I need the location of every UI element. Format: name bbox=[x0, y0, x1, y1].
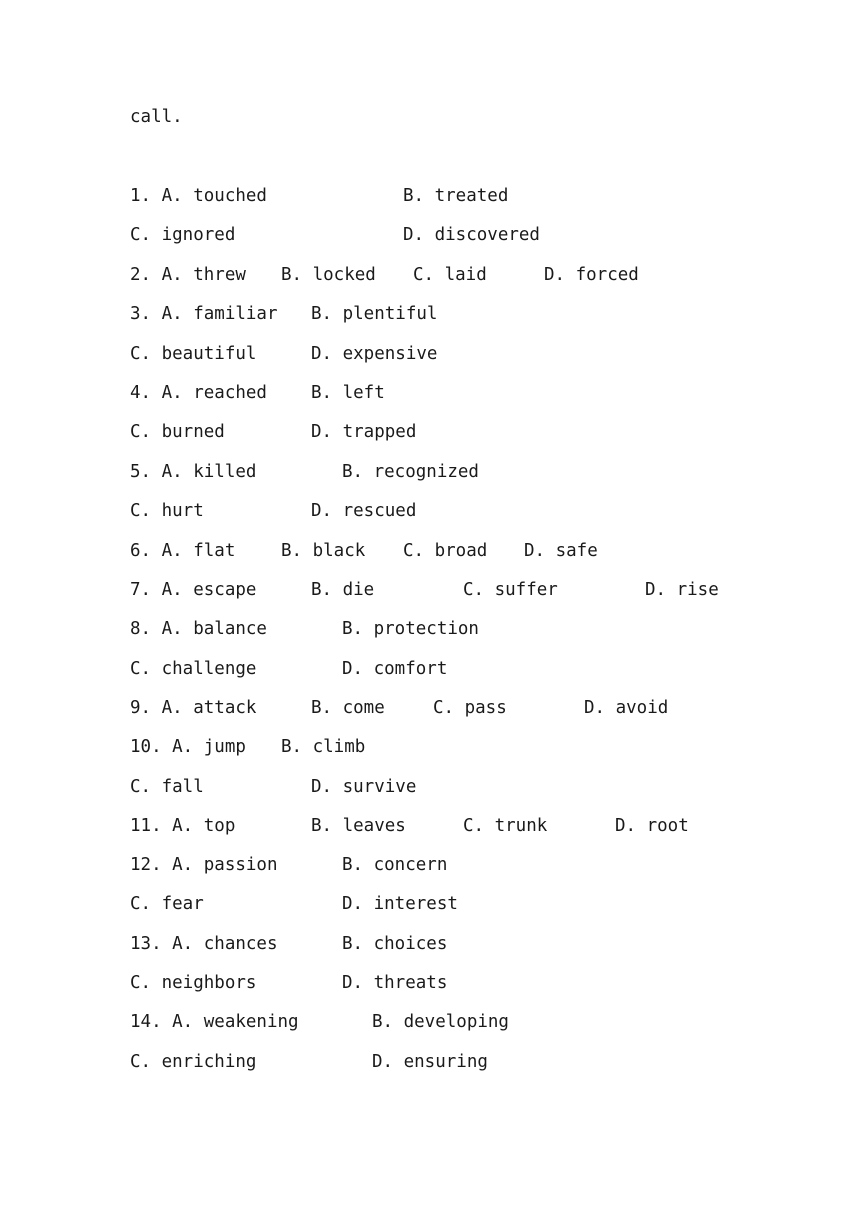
option-text: C. broad bbox=[403, 541, 488, 561]
option-text: C. enriching bbox=[130, 1052, 257, 1072]
option-text: 6. A. flat bbox=[130, 541, 236, 561]
option-text: C. neighbors bbox=[130, 973, 257, 993]
option-text: D. discovered bbox=[403, 225, 540, 245]
option-text: B. come bbox=[311, 698, 385, 718]
option-text: 13. A. chances bbox=[130, 934, 278, 954]
option-text: B. treated bbox=[403, 186, 509, 206]
option-text: C. challenge bbox=[130, 659, 257, 679]
option-text: B. die bbox=[311, 580, 375, 600]
option-text: C. suffer bbox=[463, 580, 558, 600]
option-text: B. black bbox=[281, 541, 366, 561]
option-text: D. avoid bbox=[584, 698, 669, 718]
option-text: B. concern bbox=[342, 855, 448, 875]
option-text: 5. A. killed bbox=[130, 462, 257, 482]
option-text: C. hurt bbox=[130, 501, 204, 521]
option-text: D. forced bbox=[544, 265, 639, 285]
option-text: B. developing bbox=[372, 1012, 509, 1032]
option-text: 11. A. top bbox=[130, 816, 236, 836]
option-text: B. protection bbox=[342, 619, 479, 639]
option-text: B. left bbox=[311, 383, 385, 403]
option-text: B. locked bbox=[281, 265, 376, 285]
option-text: 8. A. balance bbox=[130, 619, 267, 639]
option-text: B. climb bbox=[281, 737, 366, 757]
option-text: D. root bbox=[615, 816, 689, 836]
option-text: C. ignored bbox=[130, 225, 236, 245]
option-text: D. trapped bbox=[311, 422, 417, 442]
option-text: B. choices bbox=[342, 934, 448, 954]
option-text: C. trunk bbox=[463, 816, 548, 836]
option-text: 1. A. touched bbox=[130, 186, 267, 206]
option-text: C. laid bbox=[413, 265, 487, 285]
option-text: D. threats bbox=[342, 973, 448, 993]
option-text: 9. A. attack bbox=[130, 698, 257, 718]
option-text: C. beautiful bbox=[130, 344, 257, 364]
option-text: 14. A. weakening bbox=[130, 1012, 299, 1032]
option-text: 2. A. threw bbox=[130, 265, 246, 285]
option-text: D. interest bbox=[342, 894, 458, 914]
option-text: C. burned bbox=[130, 422, 225, 442]
option-text: C. fall bbox=[130, 777, 204, 797]
option-text: D. rise bbox=[645, 580, 719, 600]
option-text: D. expensive bbox=[311, 344, 438, 364]
option-text: C. pass bbox=[433, 698, 507, 718]
option-text: B. plentiful bbox=[311, 304, 438, 324]
intro-text: call. bbox=[130, 107, 183, 127]
option-text: 10. A. jump bbox=[130, 737, 246, 757]
option-text: C. fear bbox=[130, 894, 204, 914]
option-text: 4. A. reached bbox=[130, 383, 267, 403]
option-text: D. comfort bbox=[342, 659, 448, 679]
option-text: D. safe bbox=[524, 541, 598, 561]
option-text: D. survive bbox=[311, 777, 417, 797]
option-text: 12. A. passion bbox=[130, 855, 278, 875]
option-text: D. ensuring bbox=[372, 1052, 488, 1072]
option-text: B. leaves bbox=[311, 816, 406, 836]
option-text: B. recognized bbox=[342, 462, 479, 482]
option-text: D. rescued bbox=[311, 501, 417, 521]
option-text: 7. A. escape bbox=[130, 580, 257, 600]
option-text: 3. A. familiar bbox=[130, 304, 278, 324]
